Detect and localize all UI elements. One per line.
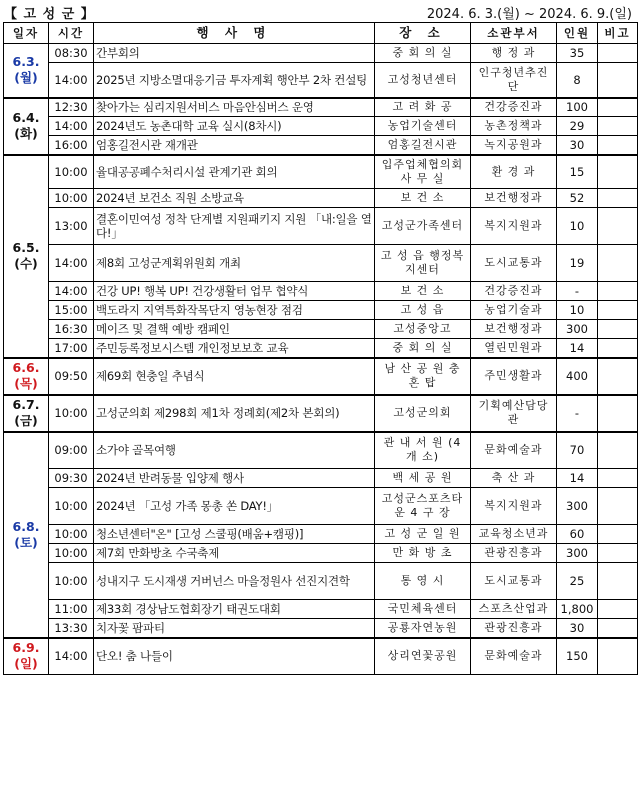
- note-cell: [598, 563, 638, 600]
- day-weekday: (금): [14, 413, 38, 428]
- dept-cell: 열린민원과: [471, 339, 557, 358]
- table-row: [4, 619, 638, 638]
- col-dept: 소관부서: [471, 23, 557, 44]
- dept-cell: 농업기술과: [471, 301, 557, 320]
- time-cell: 10:00: [49, 544, 94, 563]
- place-cell: 고 성 읍: [375, 301, 471, 320]
- col-place: 장 소: [375, 23, 471, 44]
- table-row: [4, 432, 638, 469]
- people-cell: 14: [557, 339, 598, 358]
- day-cell: [4, 358, 49, 395]
- place-cell: 고 성 읍 행정복지센터: [375, 245, 471, 282]
- people-cell: 19: [557, 245, 598, 282]
- time-cell: 14:00: [49, 245, 94, 282]
- note-cell: [598, 432, 638, 469]
- dept-cell: 건강증진과: [471, 282, 557, 301]
- day-weekday: (토): [14, 534, 38, 550]
- note-cell: [598, 469, 638, 488]
- time-cell: 09:00: [49, 432, 94, 469]
- people-cell: 25: [557, 563, 598, 600]
- time-cell: 14:00: [49, 638, 94, 675]
- table-row: [4, 63, 638, 98]
- time-cell: 11:00: [49, 600, 94, 619]
- people-cell: 400: [557, 358, 598, 395]
- col-people: 인원: [557, 23, 598, 44]
- place-cell: 고 려 화 공: [375, 98, 471, 117]
- page-header: [0, 0, 640, 22]
- table-row: [4, 320, 638, 339]
- schedule-body: [4, 44, 638, 675]
- people-cell: 10: [557, 208, 598, 245]
- place-cell: 백 세 공 원: [375, 469, 471, 488]
- place-cell: 관 내 서 원 (4 개 소): [375, 432, 471, 469]
- place-cell: 고성청년센터: [375, 63, 471, 98]
- people-cell: -: [557, 282, 598, 301]
- dept-cell: 문화예술과: [471, 638, 557, 675]
- event-cell: 메이즈 및 결핵 예방 캠페인: [94, 320, 375, 339]
- note-cell: [598, 488, 638, 525]
- dept-cell: 복지지원과: [471, 208, 557, 245]
- note-cell: [598, 63, 638, 98]
- table-row: [4, 98, 638, 117]
- place-cell: 공룡자연농원: [375, 619, 471, 638]
- place-cell: 고성군의회: [375, 395, 471, 432]
- time-cell: 10:00: [49, 525, 94, 544]
- people-cell: 10: [557, 301, 598, 320]
- col-date: 일자: [4, 23, 49, 44]
- event-cell: 제7회 만화방초 수국축제: [94, 544, 375, 563]
- day-cell: [4, 155, 49, 358]
- event-cell: 2024년 보건소 직원 소방교육: [94, 189, 375, 208]
- time-cell: 15:00: [49, 301, 94, 320]
- place-cell: 고성군스포츠타운 4 구 장: [375, 488, 471, 525]
- place-cell: 국민체육센터: [375, 600, 471, 619]
- place-cell: 엄홍길전시관: [375, 136, 471, 155]
- table-row: [4, 136, 638, 155]
- table-row: [4, 488, 638, 525]
- people-cell: 300: [557, 544, 598, 563]
- table-row: [4, 563, 638, 600]
- time-cell: 14:00: [49, 282, 94, 301]
- day-weekday: (일): [14, 656, 38, 672]
- day-cell: [4, 432, 49, 638]
- event-cell: 2025년 지방소멸대응기금 투자계획 행안부 2차 컨설팅: [94, 63, 375, 98]
- dept-cell: 관광진흥과: [471, 544, 557, 563]
- time-cell: 10:00: [49, 488, 94, 525]
- people-cell: 60: [557, 525, 598, 544]
- people-cell: 52: [557, 189, 598, 208]
- place-cell: 통 영 시: [375, 563, 471, 600]
- day-cell: [4, 638, 49, 675]
- event-cell: 제33회 경상남도협회장기 태권도대회: [94, 600, 375, 619]
- place-cell: 고성중앙고: [375, 320, 471, 339]
- event-cell: 2024년 반려동물 입양제 행사: [94, 469, 375, 488]
- time-cell: 09:30: [49, 469, 94, 488]
- note-cell: [598, 155, 638, 189]
- place-cell: 보 건 소: [375, 282, 471, 301]
- note-cell: [598, 339, 638, 358]
- col-event: 행 사 명: [94, 23, 375, 44]
- time-cell: 10:00: [49, 189, 94, 208]
- note-cell: [598, 600, 638, 619]
- note-cell: [598, 395, 638, 432]
- time-cell: 16:30: [49, 320, 94, 339]
- day-date: 6.5.: [12, 240, 40, 255]
- people-cell: 100: [557, 98, 598, 117]
- event-cell: 2024년도 농촌대학 교육 실시(8차시): [94, 117, 375, 136]
- event-cell: 단오! 춤 나들이: [94, 638, 375, 675]
- event-cell: 찾아가는 심리지원서비스 마음안심버스 운영: [94, 98, 375, 117]
- time-cell: 12:30: [49, 98, 94, 117]
- place-cell: 중 회 의 실: [375, 44, 471, 63]
- dept-cell: 교육청소년과: [471, 525, 557, 544]
- dept-cell: 스포츠산업과: [471, 600, 557, 619]
- people-cell: 15: [557, 155, 598, 189]
- note-cell: [598, 117, 638, 136]
- table-row: [4, 638, 638, 675]
- day-date: 6.3.: [12, 54, 40, 70]
- dept-cell: 복지지원과: [471, 488, 557, 525]
- dept-cell: 도시교통과: [471, 563, 557, 600]
- people-cell: 1,800: [557, 600, 598, 619]
- table-row: [4, 282, 638, 301]
- note-cell: [598, 320, 638, 339]
- event-cell: 주민등록정보시스템 개인정보보호 교육: [94, 339, 375, 358]
- day-date: 6.9.: [12, 640, 40, 656]
- note-cell: [598, 44, 638, 63]
- table-row: [4, 339, 638, 358]
- day-date: 6.7.: [12, 397, 40, 412]
- dept-cell: 인구청년추진단: [471, 63, 557, 98]
- event-cell: 청소년센터"온" [고성 스쿨핑(배움+캠핑)]: [94, 525, 375, 544]
- note-cell: [598, 544, 638, 563]
- time-cell: 14:00: [49, 63, 94, 98]
- dept-cell: 도시교통과: [471, 245, 557, 282]
- note-cell: [598, 136, 638, 155]
- time-cell: 10:00: [49, 155, 94, 189]
- note-cell: [598, 189, 638, 208]
- day-weekday: (월): [14, 70, 38, 86]
- people-cell: 29: [557, 117, 598, 136]
- day-cell: [4, 44, 49, 98]
- day-weekday: (목): [14, 376, 38, 391]
- table-row: [4, 117, 638, 136]
- dept-cell: 문화예술과: [471, 432, 557, 469]
- event-cell: 건강 UP! 행복 UP! 건강생활터 업무 협약식: [94, 282, 375, 301]
- event-cell: 고성군의회 제298회 제1차 정례회(제2차 본회의): [94, 395, 375, 432]
- dept-cell: 기획예산담당관: [471, 395, 557, 432]
- day-date: 6.6.: [12, 360, 40, 375]
- time-cell: 08:30: [49, 44, 94, 63]
- event-cell: 율대공공폐수처리시설 관계기관 회의: [94, 155, 375, 189]
- dept-cell: 보건행정과: [471, 189, 557, 208]
- schedule-table: [3, 22, 638, 675]
- note-cell: [598, 525, 638, 544]
- dept-cell: 관광진흥과: [471, 619, 557, 638]
- dept-cell: 녹지공원과: [471, 136, 557, 155]
- people-cell: 70: [557, 432, 598, 469]
- day-weekday: (화): [14, 126, 38, 141]
- day-weekday: (수): [14, 256, 38, 271]
- place-cell: 농업기술센터: [375, 117, 471, 136]
- event-cell: 제69회 현충일 추념식: [94, 358, 375, 395]
- event-cell: 치자꽃 팜파티: [94, 619, 375, 638]
- place-cell: 보 건 소: [375, 189, 471, 208]
- event-cell: 백도라지 지역특화작목단지 영농현장 점검: [94, 301, 375, 320]
- table-row: [4, 44, 638, 63]
- people-cell: 300: [557, 488, 598, 525]
- table-row: [4, 525, 638, 544]
- table-row: [4, 395, 638, 432]
- date-range: 2024. 6. 3.(월) ~ 2024. 6. 9.(일): [426, 7, 632, 22]
- time-cell: 09:50: [49, 358, 94, 395]
- people-cell: 30: [557, 136, 598, 155]
- event-cell: 간부회의: [94, 44, 375, 63]
- table-row: [4, 600, 638, 619]
- time-cell: 17:00: [49, 339, 94, 358]
- note-cell: [598, 98, 638, 117]
- table-row: [4, 245, 638, 282]
- table-row: [4, 189, 638, 208]
- day-cell: [4, 395, 49, 432]
- table-row: [4, 544, 638, 563]
- county-title: 【 고 성 군 】: [4, 7, 95, 22]
- event-cell: 결혼이민여성 정착 단계별 지원패키지 지원 「내:일을 열다!」: [94, 208, 375, 245]
- people-cell: -: [557, 395, 598, 432]
- table-row: [4, 469, 638, 488]
- note-cell: [598, 638, 638, 675]
- time-cell: 16:00: [49, 136, 94, 155]
- place-cell: 고성군가족센터: [375, 208, 471, 245]
- col-time: 시간: [49, 23, 94, 44]
- event-cell: 제8회 고성군계획위원회 개최: [94, 245, 375, 282]
- time-cell: 13:30: [49, 619, 94, 638]
- note-cell: [598, 208, 638, 245]
- table-row: [4, 301, 638, 320]
- place-cell: 고 성 군 일 원: [375, 525, 471, 544]
- note-cell: [598, 282, 638, 301]
- dept-cell: 주민생활과: [471, 358, 557, 395]
- note-cell: [598, 619, 638, 638]
- people-cell: 30: [557, 619, 598, 638]
- time-cell: 10:00: [49, 395, 94, 432]
- table-row: [4, 208, 638, 245]
- people-cell: 14: [557, 469, 598, 488]
- time-cell: 13:00: [49, 208, 94, 245]
- dept-cell: 건강증진과: [471, 98, 557, 117]
- header-row: [4, 23, 638, 44]
- dept-cell: 환 경 과: [471, 155, 557, 189]
- table-row: [4, 155, 638, 189]
- event-cell: 엄홍길전시관 재개관: [94, 136, 375, 155]
- people-cell: 300: [557, 320, 598, 339]
- note-cell: [598, 358, 638, 395]
- note-cell: [598, 245, 638, 282]
- note-cell: [598, 301, 638, 320]
- day-cell: [4, 98, 49, 155]
- place-cell: 상리연꽃공원: [375, 638, 471, 675]
- time-cell: 14:00: [49, 117, 94, 136]
- people-cell: 150: [557, 638, 598, 675]
- people-cell: 35: [557, 44, 598, 63]
- place-cell: 중 회 의 실: [375, 339, 471, 358]
- people-cell: 8: [557, 63, 598, 98]
- dept-cell: 보건행정과: [471, 320, 557, 339]
- day-date: 6.4.: [12, 110, 40, 125]
- time-cell: 10:00: [49, 563, 94, 600]
- event-cell: 소가야 골목여행: [94, 432, 375, 469]
- dept-cell: 행 정 과: [471, 44, 557, 63]
- place-cell: 입주업체협의회 사 무 실: [375, 155, 471, 189]
- table-row: [4, 358, 638, 395]
- col-note: 비고: [598, 23, 638, 44]
- dept-cell: 농촌정책과: [471, 117, 557, 136]
- day-date: 6.8.: [12, 518, 40, 534]
- place-cell: 남 산 공 원 충 혼 탑: [375, 358, 471, 395]
- dept-cell: 축 산 과: [471, 469, 557, 488]
- place-cell: 만 화 방 초: [375, 544, 471, 563]
- event-cell: 성내지구 도시재생 거버넌스 마을정원사 선진지견학: [94, 563, 375, 600]
- event-cell: 2024년 「고성 가족 몽총 쏜 DAY!」: [94, 488, 375, 525]
